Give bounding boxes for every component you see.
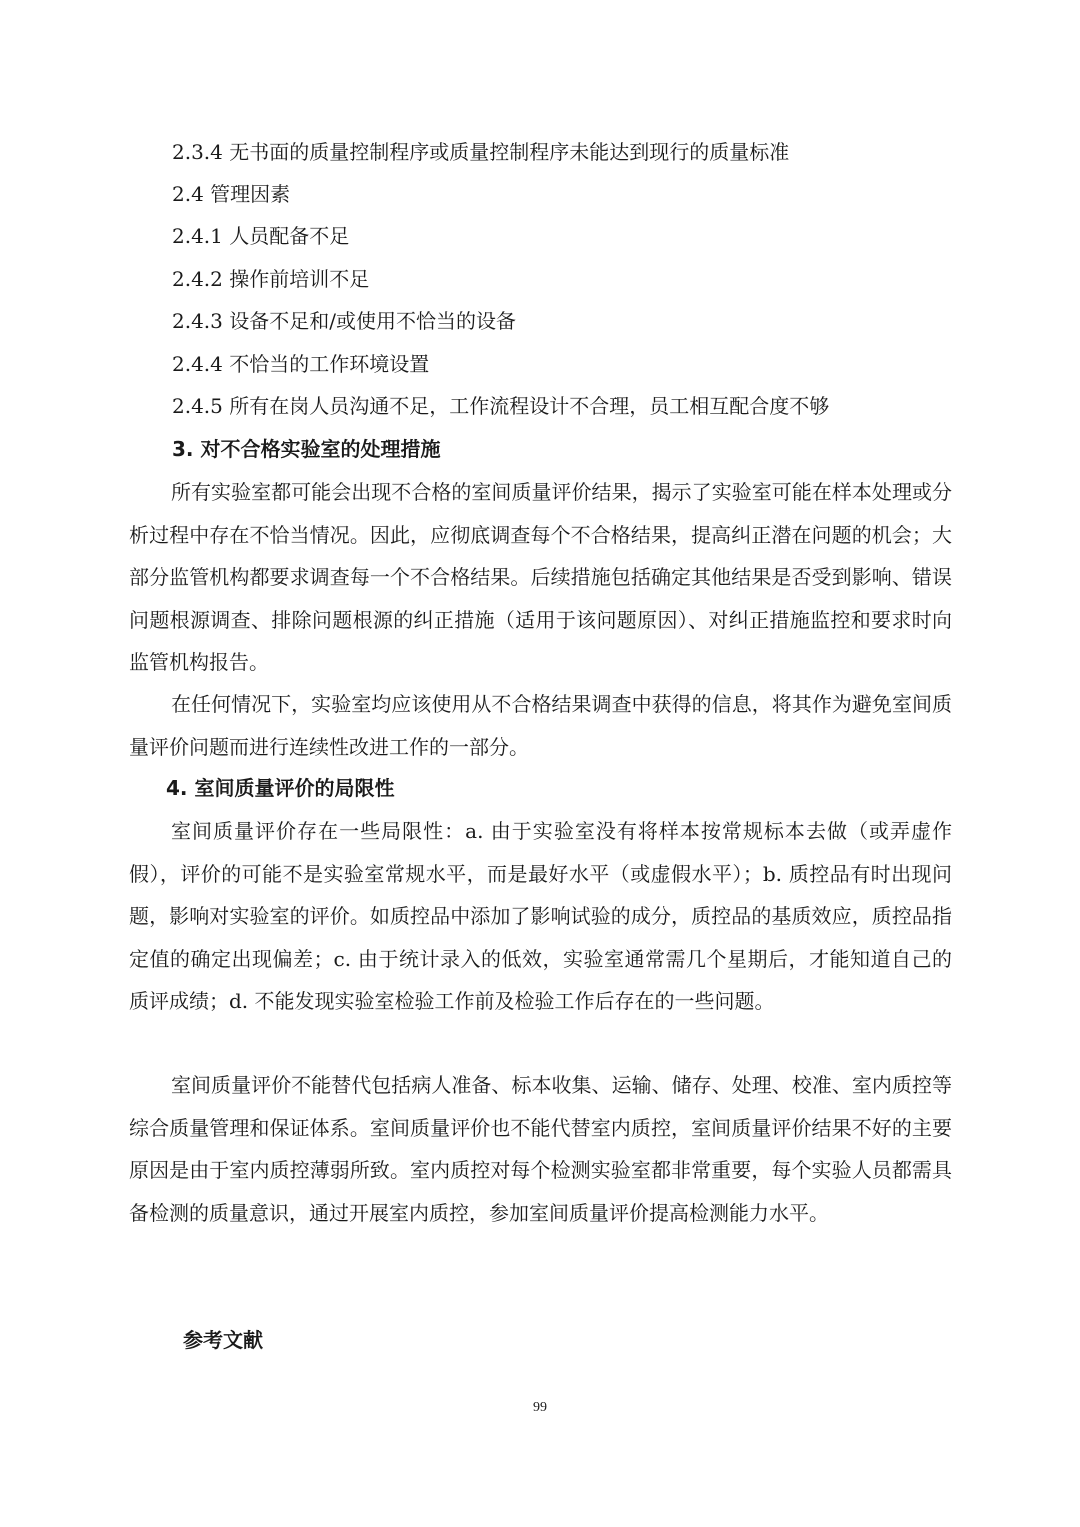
section4-paragraph-2: 室间质量评价不能替代包括病人准备、标本收集、运输、储存、处理、校准、室内质控等综合质量管理和保证体系。室间质量评价也不能代替室内质控，室间质量评价结果不好的主要原因是由于室内质控薄弱所致。室内质控对每个检测实验室都非常重要，每个实验人员都需具备检测的质量意识，通过开展室内质控，参加室间质量评价提高检测能力水平。: [129, 1073, 952, 1225]
section3-paragraph-1: 所有实验室都可能会出现不合格的室间质量评价结果，揭示了实验室可能在样本处理或分析过程中存在不恰当情况。因此，应彻底调查每个不合格结果，提高纠正潜在问题的机会；大部分监管机构都要求调查每一个不合格结果。后续措施包括确定其他结果是否受到影响、错误问题根源调查、排除问题根源的纠正措施（适用于该问题原因）、对纠正措施监控和要求时向监管机构报告。: [129, 480, 952, 674]
item-2-4-4: 2.4.4 不恰当的工作环境设置: [172, 352, 430, 376]
page-number: 99: [533, 1400, 547, 1415]
item-2-4-5: 2.4.5 所有在岗人员沟通不足，工作流程设计不合理，员工相互配合度不够: [172, 394, 830, 418]
section3-paragraph-2: 在任何情况下，实验室均应该使用从不合格结果调查中获得的信息，将其作为避免室间质量评价问题而进行连续性改进工作的一部分。: [129, 692, 952, 759]
references-heading: 参考文献: [183, 1328, 263, 1352]
section-heading-2-4: 2.4 管理因素: [172, 182, 291, 206]
section4-paragraph-1: 室间质量评价存在一些局限性：a. 由于实验室没有将样本按常规标本去做（或弄虚作假），评价的可能不是实验室常规水平，而是最好水平（或虚假水平）；b. 质控品有时出现问题，影响对实验室的评价。如质控品中添加了影响试验的成分，质控品的基质效应，质控品指定值的确定出现偏差；c. 由于统计录入的低效，实验室通常需几个星期后，才能知道自己的质评成绩；d. 不能发现实验室检验工作前及检验工作后存在的一些问题。: [129, 819, 952, 1013]
item-2-4-3: 2.4.3 设备不足和/或使用不恰当的设备: [172, 309, 516, 333]
item-2-4-2: 2.4.2 操作前培训不足: [172, 267, 370, 291]
section-heading-4: 4. 室间质量评价的局限性: [166, 776, 395, 800]
section-heading-3: 3. 对不合格实验室的处理措施: [172, 437, 441, 461]
item-2-4-1: 2.4.1 人员配备不足: [172, 224, 350, 248]
item-2-3-4: 2.3.4 无书面的质量控制程序或质量控制程序未能达到现行的质量标准: [172, 140, 790, 164]
